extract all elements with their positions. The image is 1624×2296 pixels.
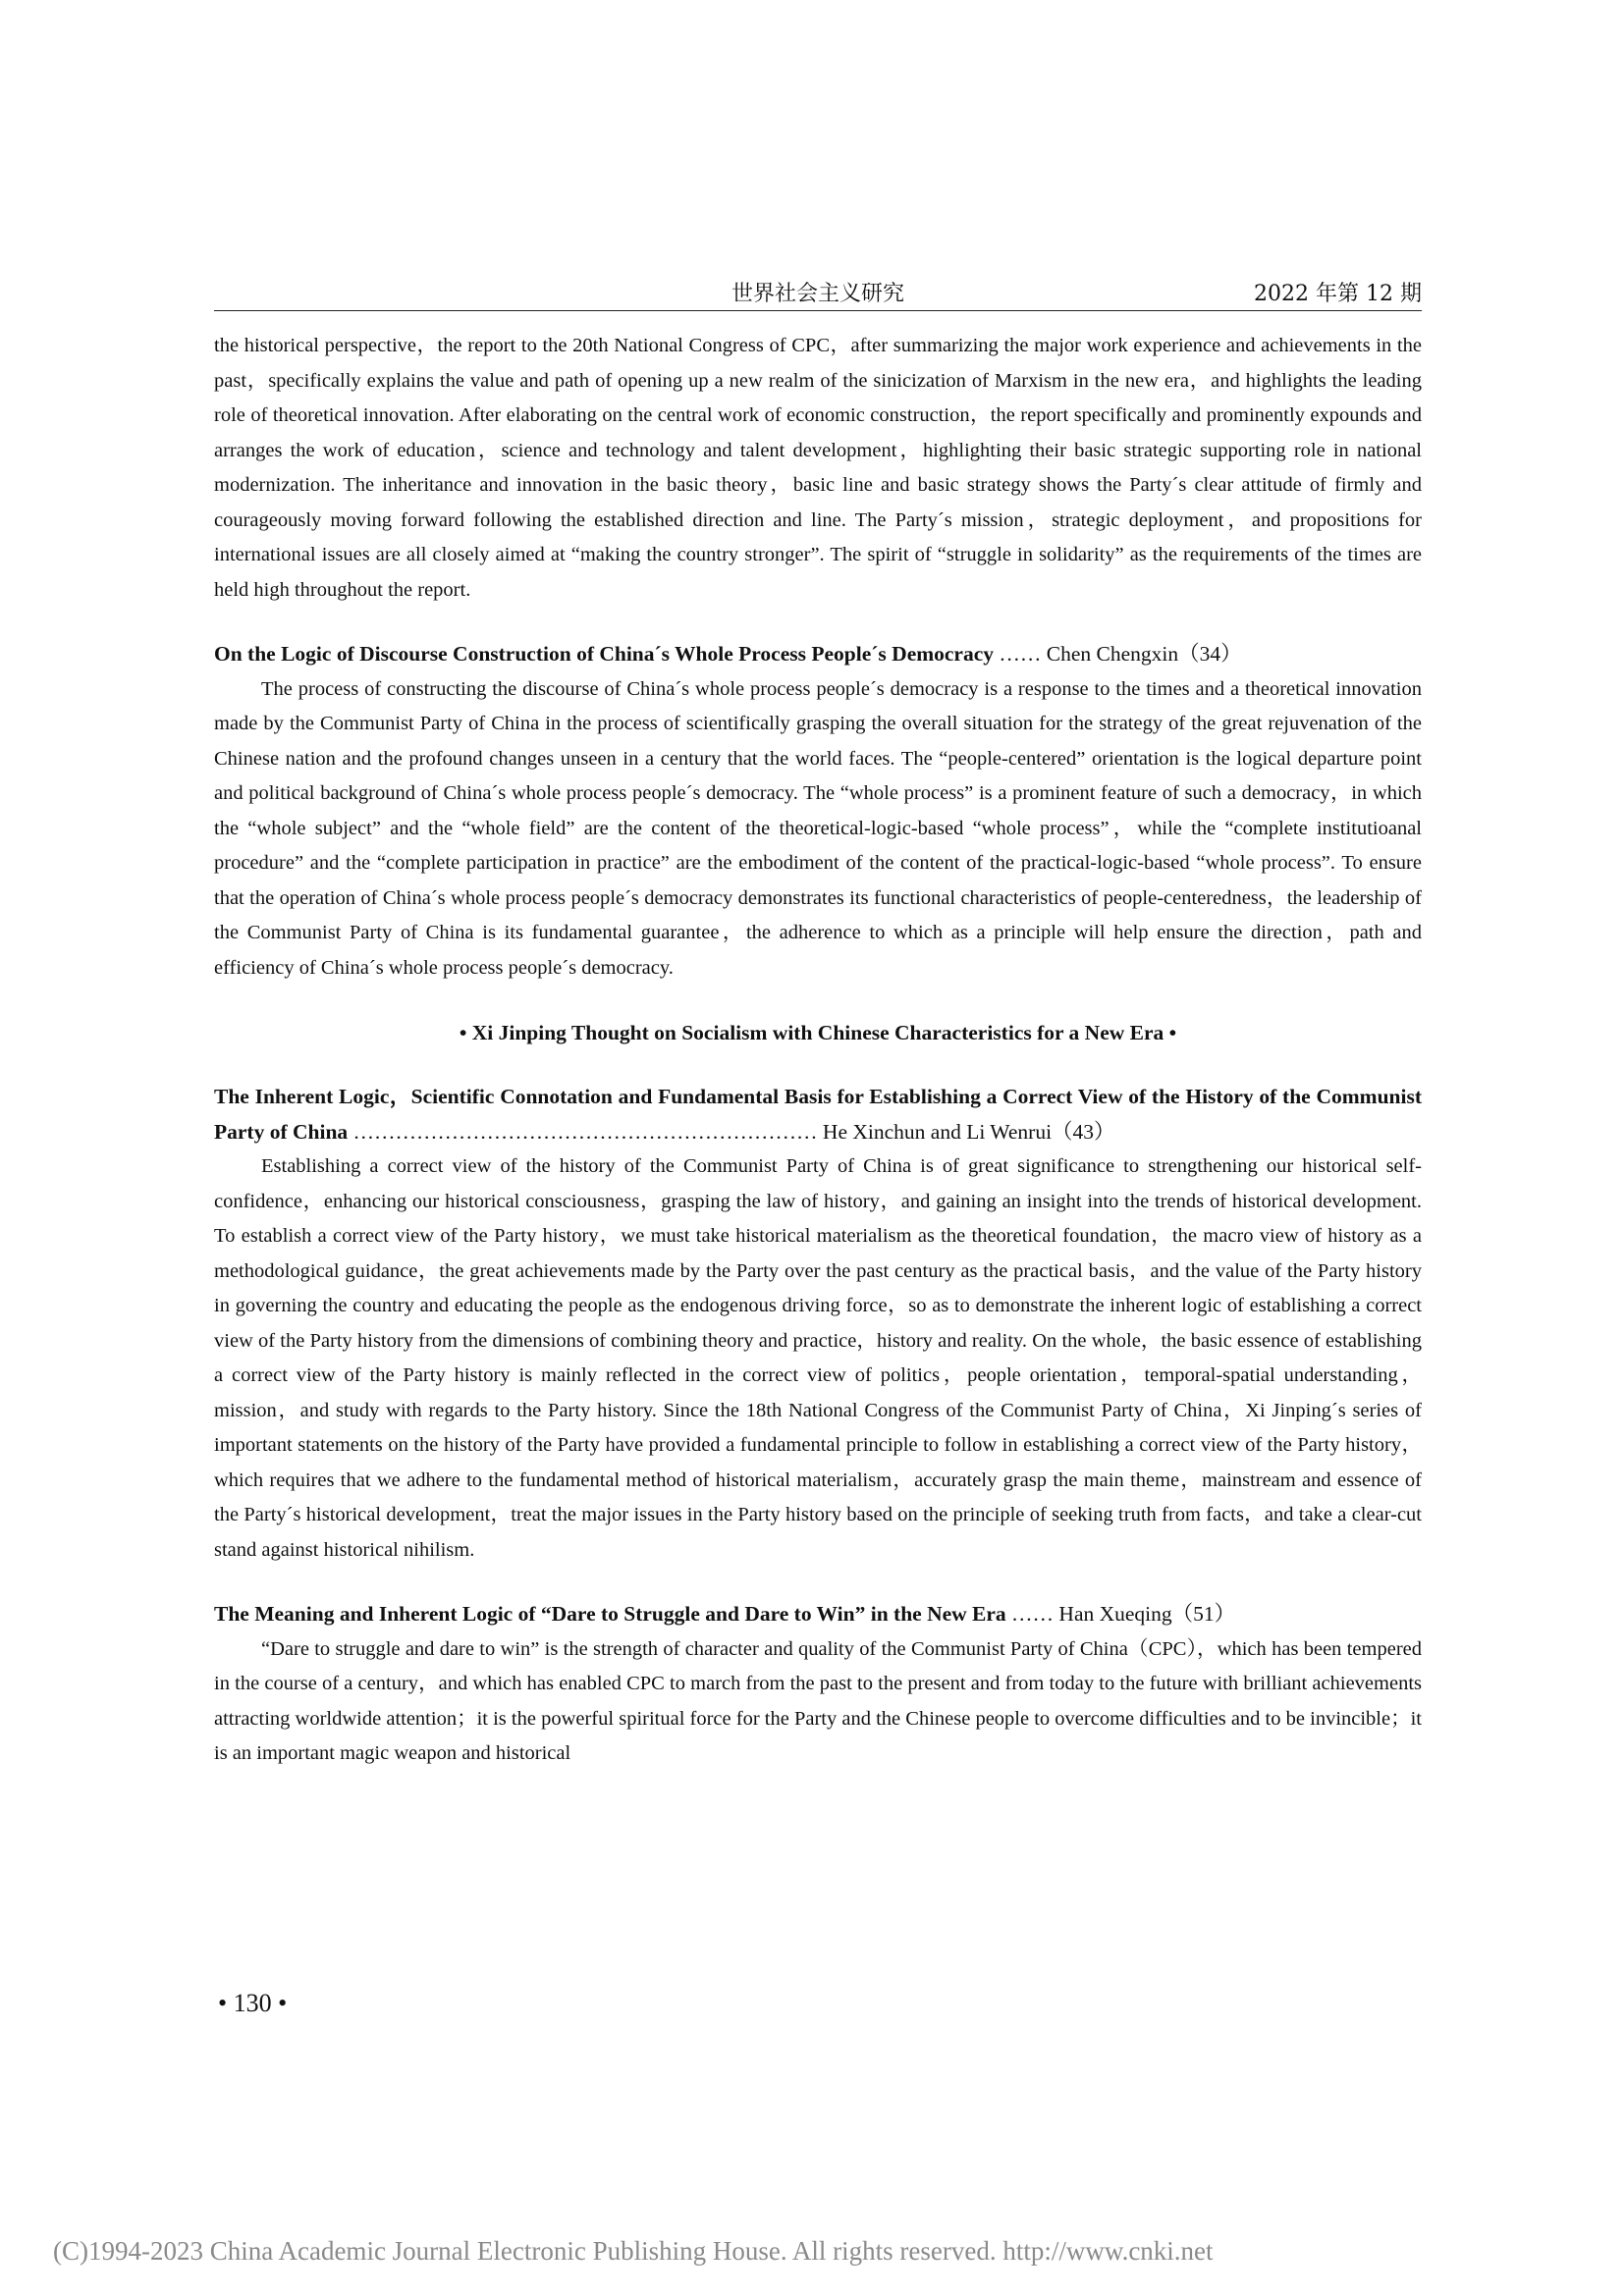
article-title bbox=[214, 637, 1422, 672]
section-heading: • Xi Jinping Thought on Socialism with Chinese Characteristics for a New Era • bbox=[459, 1021, 1177, 1044]
journal-name: 世界社会主义研究 bbox=[731, 282, 904, 306]
article-abstract: “Dare to struggle and dare to win” is the strength of character and quality of the Communist Party of China（CPC），which has been tempered in the course of a century，and which has enabled CPC to march from the past to the present and from today to the future with brilliant achievements attracting worldwide attention；it is the powerful spiritual force for the Party and the Chinese people to overcome difficulties and to be invincible；it is an important magic weapon and historical bbox=[214, 1637, 1422, 1764]
title-text: The Inherent Logic，Scientific Connotation and Fundamental Basis for Establishing a Correct View of the History of the Communist Party of China bbox=[214, 1085, 1422, 1144]
issue-number: 2022 年第 12 期 bbox=[1254, 282, 1422, 306]
copyright-notice: (C)1994-2023 China Academic Journal Electronic Publishing House. All rights reserved. http://www.cnki.net bbox=[53, 2236, 1214, 2266]
article-abstract: The process of constructing the discourse of China´s whole process people´s democracy is a response to the times and a theoretical innovation made by the Communist Party of China in the process of scientifically grasping the overall situation for the strategy of the great rejuvenation of the Chinese nation and the profound changes unseen in a century that the world faces. The “people-centered” orientation is the logical departure point and political background of China´s whole process people´s democracy. The “whole process” is a prominent feature of such a democracy，in which the “whole subject” and the “whole field” are the content of the theoretical-logic-based “whole process”，while the “complete institutioanal procedure” and the “complete participation in practice” are the embodiment of the content of the practical-logic-based “whole process”. To ensure that the operation of China´s whole process people´s democracy demonstrates its functional characteristics of people-centeredness，the leadership of the Communist Party of China is its fundamental guarantee，the adherence to which as a principle will help ensure the direction，path and efficiency of China´s whole process people´s democracy. bbox=[214, 677, 1422, 979]
running-header bbox=[214, 271, 1422, 311]
author-byline: …… Chen Chengxin（34） bbox=[994, 642, 1242, 666]
author-byline: ………………………………………………………… He Xinchun and Li Wenrui（43） bbox=[348, 1119, 1115, 1144]
article-entry bbox=[214, 1597, 1422, 1772]
article-entry bbox=[214, 637, 1422, 986]
article-abstract: Establishing a correct view of the history of the Communist Party of China is of great significance to strengthening our historical self-confidence，enhancing our historical consciousness，grasping the law of history，and gaining an insight into the trends of historical development. To establish a correct view of the Party history，we must take historical materialism as the theoretical foundation，the macro view of history as a methodological guidance，the great achievements made by the Party over the past century as the practical basis，and the value of the Party history in governing the country and educating the people as the endogenous driving force，so as to demonstrate the inherent logic of establishing a correct view of the Party history from the dimensions of combining theory and practice，history and reality. On the whole，the basic essence of establishing a correct view of the Party history is mainly reflected in the correct view of politics，people orientation，temporal-spatial understanding，mission，and study with regards to the Party history. Since the 18th National Congress of the Communist Party of China，Xi Jinping´s series of important statements on the history of the Party have provided a fundamental principle to follow in establishing a correct view of the Party history，which requires that we adhere to the fundamental method of historical materialism，accurately grasp the main theme，mainstream and essence of the Party´s historical development，treat the major issues in the Party history based on the principle of seeking truth from facts，and take a clear-cut stand against historical nihilism. bbox=[214, 1155, 1422, 1561]
page-body bbox=[214, 271, 1422, 1772]
article-entry bbox=[214, 1080, 1422, 1568]
article-title bbox=[214, 1597, 1422, 1632]
title-text: On the Logic of Discourse Construction of China´s Whole Process People´s Democracy bbox=[214, 642, 995, 666]
author-byline: …… Han Xueqing（51） bbox=[1005, 1602, 1236, 1626]
page-number: • 130 • bbox=[218, 1989, 288, 2017]
title-text: The Meaning and Inherent Logic of “Dare to Struggle and Dare to Win” in the New Era bbox=[214, 1602, 1006, 1626]
continued-abstract: the historical perspective，the report to the 20th National Congress of CPC，after summarizing the major work experience and achievements in the past，specifically explains the value and path of opening up a new realm of the sinicization of Marxism in the new era，and highlights the leading role of theoretical innovation. After elaborating on the central work of economic construction，the report specifically and prominently expounds and arranges the work of education，science and technology and talent development，highlighting their basic strategic supporting role in national modernization. The inheritance and innovation in the basic theory，basic line and basic strategy shows the Party´s clear attitude of firmly and courageously moving forward following the established direction and line. The Party´s mission，strategic deployment，and propositions for international issues are all closely aimed at “making the country stronger”. The spirit of “struggle in solidarity” as the requirements of the times are held high throughout the report. bbox=[214, 335, 1422, 601]
article-title bbox=[214, 1080, 1422, 1149]
